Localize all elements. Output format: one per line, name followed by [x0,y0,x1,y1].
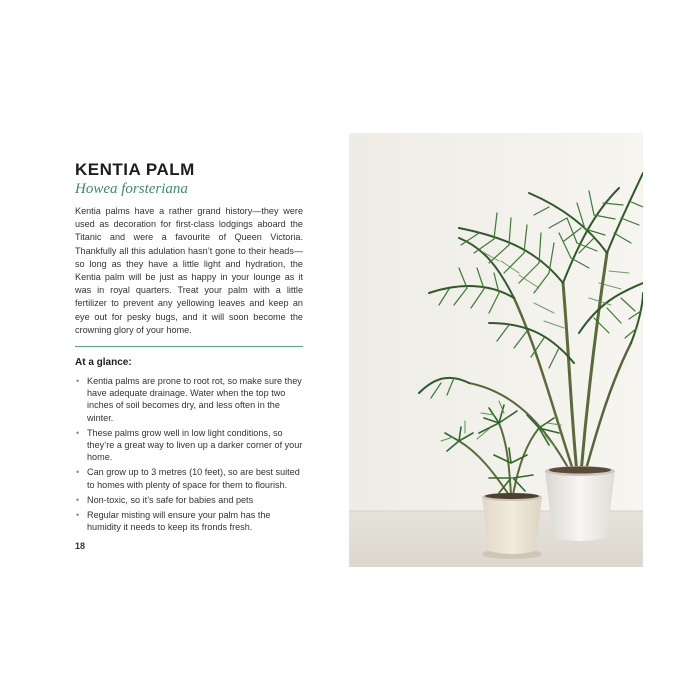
glance-list [75,375,303,533]
text-column [75,160,303,536]
glance-heading: At a glance: [75,357,132,369]
page-number: 18 [75,541,86,551]
list-item-text: Non-toxic, so it’s safe for babies and pets [87,494,254,505]
list-item [75,466,303,490]
list-item [75,427,303,464]
section-divider [75,346,303,347]
small-pot [482,493,542,559]
tall-pot [545,466,615,541]
list-item-text: Can grow up to 3 metres (10 feet), so are best suited to homes with plenty of space for them to flourish. [87,467,300,490]
bullet-icon: • [76,494,80,505]
list-item-text: These palms grow well in low light conditions, so they’re a great way to liven up a darker corner of your home. [87,427,303,463]
bullet-icon: • [76,467,80,478]
list-item-text: Kentia palms are prone to root rot, so make sure they have adequate drainage. Water when the top two inches of soil becomes dry, and less often in the winter. [87,376,302,423]
palm-photo [349,133,643,567]
intro-paragraph: Kentia palms have a rather grand history—they were used as decoration for first-class lodgings aboard the Titanic and were a favourite of Queen Victoria. Thankfully all this adulation hasn’t gone to their heads—so long as they have a little light and hydration, the Kentia palm will be just as happy in your lounge as it was in royal quarters. Treat your palm with a little fertilizer to prevent any yellowing leaves and keep an eye out for pesky bugs, and it will soon become the crowning glory of your home. [75,206,303,335]
list-item [75,375,303,424]
list-item [75,509,303,533]
bullet-icon: • [76,427,80,438]
bullet-icon: • [76,376,80,387]
bullet-icon: • [76,510,80,521]
list-item-text: Regular misting will ensure your palm has the humidity it needs to keep its fronds fresh. [87,510,271,533]
botanical-name: Howea forsteriana [75,181,188,197]
page-title: KENTIA PALM [75,160,195,179]
list-item [75,494,303,506]
